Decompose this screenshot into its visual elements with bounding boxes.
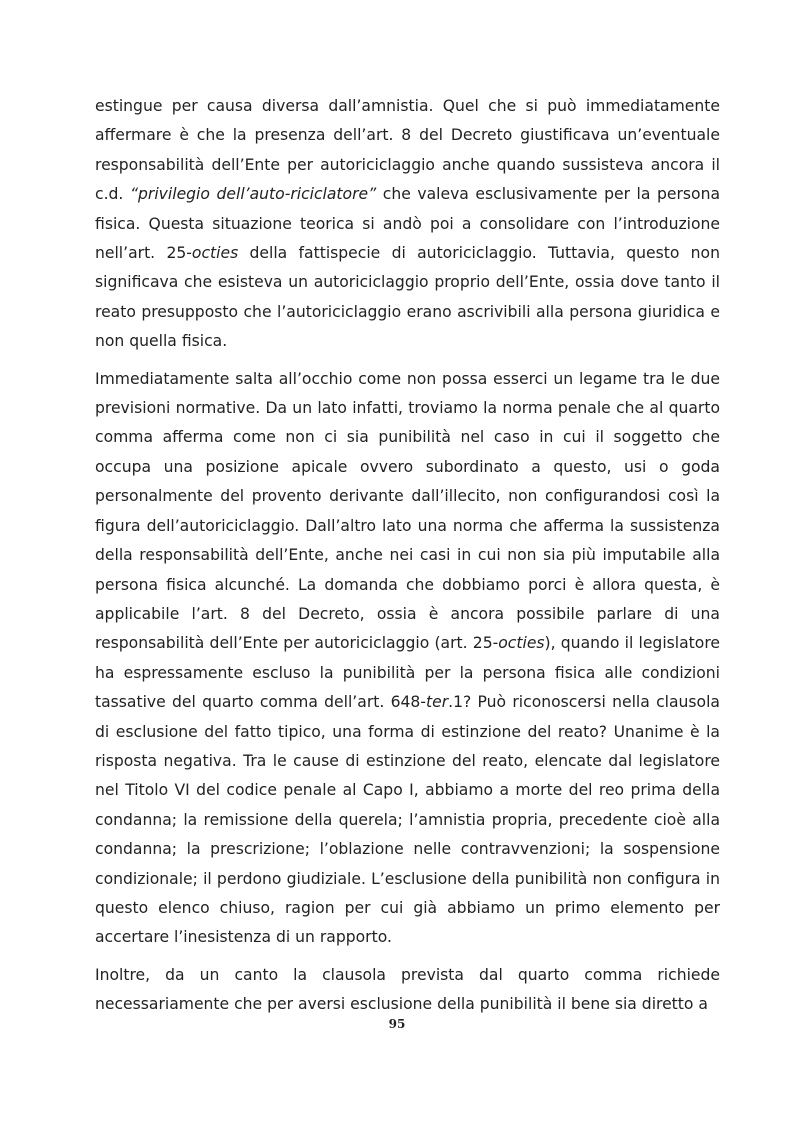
italic-text-run: “privilegio dell’auto-riciclatore” xyxy=(129,185,377,204)
text-run: .1? Può riconoscersi nella clausola di esclusione del fatto tipico, una forma di estinzione del reato? Unanime è la risposta negativa. Tra le cause di estinzione del reato, elencate dal legislatore nel Titolo VI del codice penale al Capo I, abbiamo a morte del reo prima della condanna; la remissione della querela; l’amnistia propria, precedente cioè alla condanna; la prescrizione; l’oblazione nelle contravvenzioni; la sospensione condizionale; il perdono giudiziale. L’esclusione della punibilità non configura in questo elenco chiuso, ragion per cui già abbiamo un primo elemento per accertare l’inesistenza di un rapporto. xyxy=(95,693,720,947)
text-run: Immediatamente salta all’occhio come non possa esserci un legame tra le due previsioni normative. Da un lato infatti, troviamo la norma penale che al quarto comma afferma come non ci sia punibilità nel caso in cui il soggetto che occupa una posizione apicale ovvero subordinato a questo, usi o goda personalmente del provento derivante dall’illecito, non configurandosi così la figura dell’autoriciclaggio. Dall’altro lato una norma che afferma la sussistenza della responsabilità dell’Ente, anche nei casi in cui non sia più imputabile alla persona fisica alcunché. La domanda che dobbiamo porci è allora questa, è applicabile l’art. 8 del Decreto, ossia è ancora possibile parlare di una responsabilità dell’Ente per autoriciclaggio (art. 25- xyxy=(95,369,720,653)
italic-text-run: ter xyxy=(425,693,449,712)
text-run: che valeva esclusivamente per la persona fisica. Questa situazione teorica si andò poi a consolidare con l’introduzione nell’art. 25- xyxy=(95,185,721,263)
text-run: della fattispecie di autoriciclaggio. Tuttavia, questo non significava che esisteva un autoriciclaggio proprio dell’Ente, ossia dove tanto il reato presupposto che l’autoriciclaggio erano ascrivibili alla persona giuridica e non quella fisica. xyxy=(95,244,720,351)
text-run: estingue per causa diversa dall’amnistia. Quel che si può immediatamente affermare è che la presenza dell’art. 8 del Decreto giustificava un’eventuale responsabilità dell’Ente per autoriciclaggio anche quando sussisteva ancora il c.d. xyxy=(95,97,720,204)
page-number: 95 xyxy=(388,1017,406,1031)
italic-text-run: octies xyxy=(498,634,545,653)
paragraph-2 xyxy=(95,365,720,953)
paragraph-3 xyxy=(95,961,720,1020)
text-run: Inoltre, da un canto la clausola prevista dal quarto comma richiede necessariamente che per aversi esclusione della punibilità il bene sia diretto a xyxy=(95,965,720,1014)
body-text xyxy=(95,92,720,1020)
paragraph-1 xyxy=(95,92,720,357)
text-run: ), quando il legislatore ha espressamente escluso la punibilità per la persona fisica alle condizioni tassative del quarto comma dell’art. 648- xyxy=(95,634,720,712)
italic-text-run: octies xyxy=(191,244,239,263)
